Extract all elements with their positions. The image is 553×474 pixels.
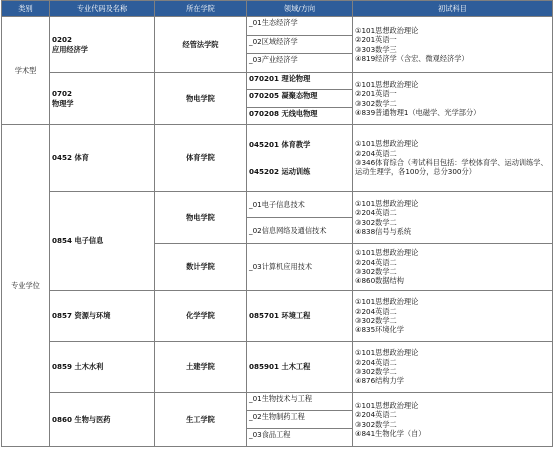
subjects-cell [353,393,553,447]
college-cell: 数计学院 [155,244,247,291]
major-name: 0860 生物与医药 [50,393,155,447]
direction-item: _01电子信息技术 [247,192,352,218]
subject-item: ②201英语一 [355,89,397,99]
direction-item: _02生物制药工程 [247,411,352,429]
direction-item: 085901 土木工程 [247,342,353,393]
college-cell: 物电学院 [155,192,247,244]
header-subjects: 初试科目 [353,1,553,17]
college-cell: 体育学院 [155,125,247,192]
subject-item: ②204英语二 [355,306,397,316]
admissions-table [1,0,553,447]
subjects-cell [353,73,553,125]
college-cell: 经管法学院 [155,17,247,73]
direction-item: 070205 凝聚态物理 [247,90,352,107]
subject-item: ②201英语一 [355,35,397,45]
direction-item: _02区域经济学 [247,36,352,55]
subject-item: ①101思想政治理论 [355,297,419,307]
college-cell: 生工学院 [155,393,247,447]
major-cell [50,73,155,125]
direction-cell [247,73,353,125]
subject-item: ③303数学三 [355,44,397,54]
header-direction: 领域/方向 [247,1,353,17]
major-name: 0452 体育 [50,125,155,192]
subjects-cell [353,192,553,244]
subject-item: ①101思想政治理论 [355,400,419,410]
direction-item: _03食品工程 [249,430,291,439]
subject-item: ④839普通物理1（电磁学、光学部分） [355,107,481,117]
major-code: 0202 [52,35,73,45]
subject-item: ②204英语二 [355,357,397,367]
direction-item: 045202 运动训练 [249,167,311,176]
major-name: 0857 资源与环境 [50,291,155,342]
subject-item: ①101思想政治理论 [355,25,419,35]
table-header-row [2,1,553,17]
direction-item: _03产业经济学 [249,55,298,65]
major-code: 0702 [52,89,73,99]
subject-item: ②204英语二 [355,257,397,267]
table-row [2,73,553,125]
table-row [2,192,553,244]
subject-item: ③302数学二 [355,267,397,276]
subject-item: ①101思想政治理论 [355,348,419,358]
major-name: 物理学 [52,98,74,108]
subject-item: ③346体育综合（考试科目包括：学校体育学、运动训练学、运动生理学，各100分，总分300分） [355,158,548,177]
direction-item: 070208 无线电物理 [249,108,318,118]
major-cell [50,17,155,73]
table-row [2,291,553,342]
header-category: 类别 [2,1,50,17]
major-name: 0859 土木水利 [50,342,155,393]
header-major: 专业代码及名称 [50,1,155,17]
direction-cell [247,125,353,192]
subject-item: ②204英语二 [355,148,397,158]
direction-cell [247,192,353,244]
category-academic: 学术型 [2,17,50,125]
subject-item: ①101思想政治理论 [355,139,419,149]
subjects-cell [353,291,553,342]
subject-item: ①101思想政治理论 [355,198,419,208]
subject-item: ①101思想政治理论 [355,79,419,89]
direction-cell [247,393,353,447]
subject-item: ④819经济学（含宏、微观经济学） [355,53,469,63]
direction-item: 085701 环境工程 [247,291,353,342]
college-cell: 化学学院 [155,291,247,342]
subject-item: ③302数学二 [355,316,397,325]
direction-item: 045201 体育教学 [249,139,311,149]
table-row [2,393,553,447]
subject-item: ②204英语二 [355,410,397,420]
direction-item: _01生态经济学 [247,17,352,36]
subjects-cell [353,342,553,393]
subject-item: ③302数学二 [355,217,397,227]
subject-item: ③302数学二 [355,419,397,429]
subject-item: ①101思想政治理论 [355,248,419,258]
college-cell: 物电学院 [155,73,247,125]
table-row [2,342,553,393]
subject-item: ④860数据结构 [355,276,404,286]
table-row [2,17,553,73]
subjects-cell [353,244,553,291]
subject-item: ④876结构力学 [355,376,404,386]
direction-item: _03计算机应用技术 [247,244,353,291]
table-row [2,125,553,192]
direction-cell [247,17,353,73]
subject-item: ④835环境化学 [355,325,404,335]
college-cell: 土建学院 [155,342,247,393]
subject-item: ③302数学二 [355,98,397,108]
direction-item: _02信息网络及通信技术 [249,225,327,235]
category-professional: 专业学位 [2,125,50,447]
subject-item: ④841生物化学（自） [355,428,426,438]
subjects-cell [353,17,553,73]
subjects-cell [353,125,553,192]
direction-item: _01生物技术与工程 [247,393,352,411]
major-name: 0854 电子信息 [50,192,155,291]
major-name: 应用经济学 [52,44,88,54]
subject-item: ②204英语二 [355,208,397,218]
subject-item: ④838信号与系统 [355,226,412,236]
header-college: 所在学院 [155,1,247,17]
direction-item: 070201 理论物理 [247,73,352,90]
subject-item: ③302数学二 [355,367,397,376]
